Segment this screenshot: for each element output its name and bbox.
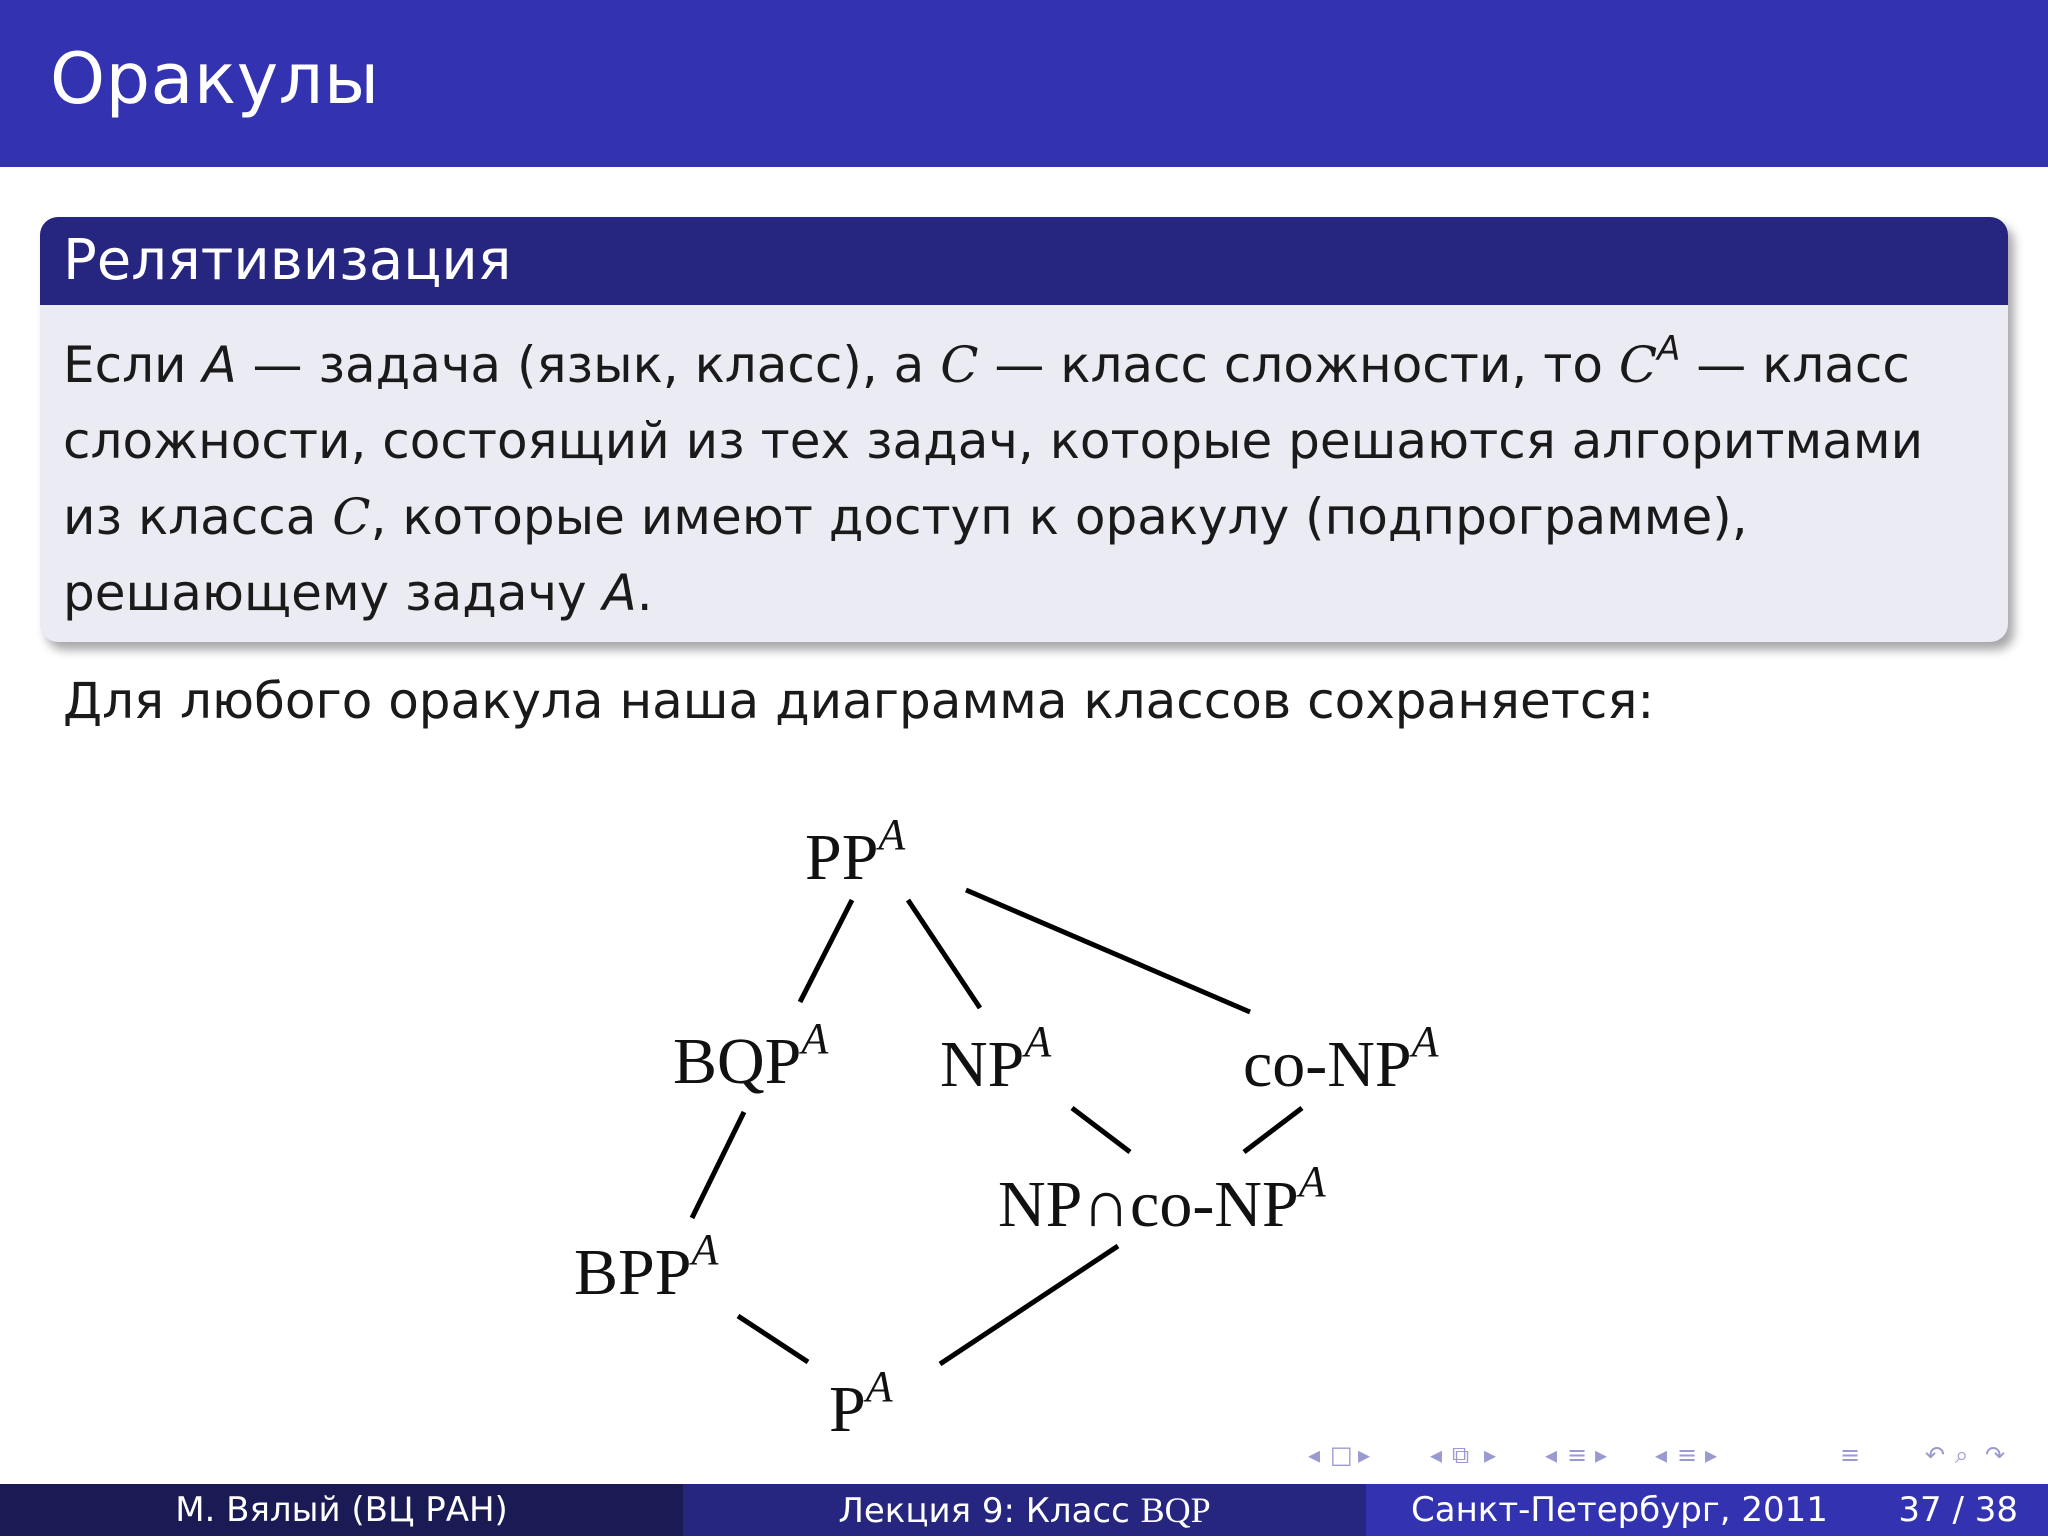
block-line-2: сложности, состоящий из тех задач, которые решаются алгоритмами [63, 412, 1924, 470]
edge-pp-bqp [800, 900, 852, 1002]
text-segment: из класса [63, 488, 333, 546]
node-label: PP [805, 821, 879, 894]
node-bqp [673, 1014, 829, 1104]
node-pp [805, 810, 906, 900]
node-superscript: A [801, 1014, 829, 1063]
footer-author: М. Вялый (ВЦ РАН) [0, 1484, 683, 1536]
node-superscript: A [878, 810, 906, 859]
edge-conp-npconp [1244, 1108, 1302, 1152]
math-class-c: C [1618, 336, 1658, 394]
nav-prev-subsection-icon[interactable]: ◂ [1430, 1441, 1443, 1469]
node-np-cap-conp [998, 1157, 1326, 1247]
math-variable-a: A [202, 336, 237, 394]
edge-pp-conp [966, 890, 1250, 1012]
intro-text: Для любого оракула наша диаграмма классов сохраняется: [63, 672, 1655, 730]
nav-next-subsection-icon[interactable]: ▸ [1484, 1441, 1497, 1469]
footer [0, 1484, 2048, 1536]
node-label: P [829, 1373, 866, 1446]
node-superscript: A [691, 1225, 719, 1274]
edge-bpp-p [738, 1316, 808, 1362]
node-label: NP [940, 1028, 1025, 1101]
footer-lecture-class: BQP [1140, 1490, 1211, 1530]
edge-npconp-p [940, 1246, 1118, 1364]
node-label: BQP [673, 1025, 802, 1098]
beamer-navigation [1300, 1440, 2030, 1470]
footer-lecture-text: Лекция 9: Класс [838, 1491, 1141, 1531]
text-segment: — задача (язык, класс), а [236, 336, 941, 394]
footer-place-page [1366, 1484, 2048, 1536]
text-segment: — класс сложности, то [978, 336, 1619, 394]
nav-frame-icon[interactable]: □ [1330, 1441, 1353, 1469]
node-label: co-NP [1243, 1028, 1412, 1101]
nav-prev-section-icon[interactable]: ◂ [1545, 1441, 1558, 1469]
node-label: NP∩co-NP [998, 1168, 1299, 1241]
nav-next-frame-icon[interactable]: ▸ [1358, 1441, 1371, 1469]
node-p [829, 1362, 893, 1452]
nav-next-doc-icon[interactable]: ▸ [1705, 1441, 1718, 1469]
node-superscript: A [1298, 1157, 1326, 1206]
node-superscript: A [1411, 1017, 1439, 1066]
block-title: Релятивизация [63, 228, 512, 293]
text-segment: . [636, 564, 653, 622]
footer-page-number: 37 / 38 [1898, 1490, 2018, 1530]
nav-search-icon[interactable]: ⌕ [1955, 1441, 1969, 1469]
nav-subsection-icon[interactable]: ⧉ [1452, 1441, 1470, 1469]
edge-pp-np [908, 900, 980, 1008]
frame-title: Оракулы [50, 38, 380, 120]
nav-prev-frame-icon[interactable]: ◂ [1308, 1441, 1321, 1469]
nav-section-icon[interactable]: ≡ [1567, 1441, 1588, 1469]
nav-search-forward-icon[interactable]: ↷ [1985, 1441, 2006, 1469]
node-bpp [574, 1225, 719, 1315]
nav-search-back-icon[interactable]: ↶ [1925, 1441, 1946, 1469]
footer-place: Санкт-Петербург, 2011 [1411, 1490, 1828, 1530]
text-segment: , которые имеют доступ к оракулу (подпрограмме), [370, 488, 1748, 546]
node-conp [1243, 1017, 1439, 1107]
node-label: BPP [574, 1236, 692, 1309]
text-segment: Если [63, 336, 203, 394]
math-superscript-a: A [1657, 329, 1681, 369]
nav-next-section-icon[interactable]: ▸ [1595, 1441, 1608, 1469]
edge-bqp-bpp [692, 1112, 744, 1218]
footer-lecture [683, 1484, 1366, 1536]
node-np [940, 1017, 1052, 1107]
nav-align-icon[interactable]: ≡ [1840, 1441, 1861, 1469]
nav-prev-doc-icon[interactable]: ◂ [1655, 1441, 1668, 1469]
nav-doc-icon[interactable]: ≡ [1677, 1441, 1698, 1469]
node-superscript: A [865, 1362, 893, 1411]
node-superscript: A [1024, 1017, 1052, 1066]
math-class-c: C [332, 488, 371, 546]
text-segment: решающему задачу [63, 564, 603, 622]
text-segment: — класс [1680, 336, 1910, 394]
math-variable-a: A [602, 564, 637, 622]
edge-np-npconp [1072, 1108, 1130, 1152]
math-class-c: C [940, 336, 979, 394]
